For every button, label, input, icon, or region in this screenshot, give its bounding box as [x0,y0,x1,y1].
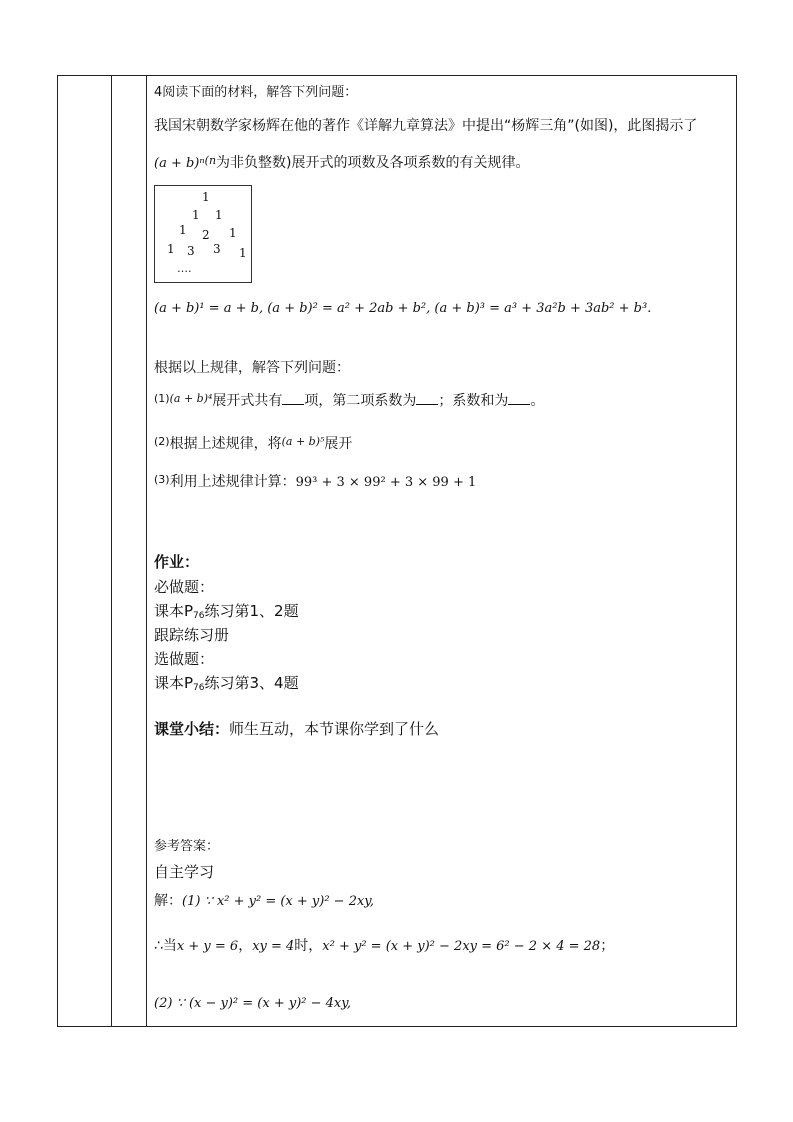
answer-blank[interactable] [508,392,530,405]
triangle-number: 1 [202,190,210,204]
summary-title: 课堂小结： [154,720,230,738]
question-1 [154,390,544,410]
solution-3: (2) ∵ (x − y)² = (x + y)² − 4xy, [154,996,351,1011]
page-number: 76 [193,611,205,621]
solution-2-expression-3: x² + y² = (x + y)² − 2xy = 6² − 2 × 4 = 28 [322,939,601,954]
triangle-number: 1 [179,223,187,237]
triangle-number: 1 [192,208,200,222]
solution-2-end: ； [600,938,615,954]
question-3-text: 利用上述规律计算： [169,474,296,490]
homework-optional-item [154,672,299,693]
yang-hui-triangle [154,185,252,283]
problem-prompt: 根据以上规律，解答下列问题： [154,360,350,376]
question-2-expression: (a + b)⁵ [281,435,325,448]
answer-blank[interactable] [282,392,304,405]
homework-text: 练习第1、2题 [204,602,299,620]
answers-title: 参考答案： [154,839,220,854]
triangle-number: 3 [213,242,221,256]
question-2-number: (2) [154,435,170,448]
question-2 [154,433,352,453]
triangle-number: 1 [229,226,237,240]
question-1-text-d: 。 [530,393,545,409]
problem-line-1: 我国宋朝数学家杨辉在他的著作《详解九章算法》中提出“杨辉三角”(如图)，此图揭示了 [154,118,698,134]
homework-text: 课本P [154,674,194,692]
homework-text: 课本P [154,602,194,620]
triangle-number: 3 [187,244,195,258]
homework-required-item-2: 跟踪练习册 [154,626,230,644]
homework-text: 练习第3、4题 [204,674,299,692]
question-1-expression: (a + b)⁴ [169,392,213,405]
triangle-number: 2 [202,228,210,242]
solution-2-expression-2: xy = 4 [252,939,295,954]
solution-2-text-b: 时， [294,938,323,954]
question-1-number: (1) [154,392,170,405]
solution-2-expression-1: x + y = 6 [176,939,239,954]
answers-section: 自主学习 [154,863,215,881]
n-variable: (n [204,154,217,167]
answer-blank[interactable] [416,392,438,405]
triangle-number: 1 [215,208,223,222]
homework-required-label: 必做题： [154,578,215,596]
content-cell [154,75,734,1027]
question-1-text-a: 展开式共有 [212,393,283,409]
summary-text: 师生互动，本节课你学到了什么 [229,720,440,738]
column-divider-1 [111,76,112,1026]
triangle-number: 1 [167,242,175,256]
question-1-text-c: ；系数和为 [438,393,509,409]
summary-line [154,718,439,739]
power-expression: (a + b)ⁿ [154,156,205,171]
page-number: 76 [193,683,205,693]
homework-optional-label: 选做题： [154,650,215,668]
column-divider-2 [146,76,147,1026]
question-3-expression: 99³ + 3 × 99² + 3 × 99 + 1 [295,475,477,490]
solution-1-expression: (1) ∵ x² + y² = (x + y)² − 2xy, [182,894,375,909]
homework-required-item [154,600,299,621]
question-1-text-b: 项，第二项系数为 [304,393,417,409]
question-3 [154,471,476,491]
problem-line-2 [154,152,530,172]
solution-label: 解： [154,893,182,909]
problem-intro: 4阅读下面的材料，解答下列问题： [154,85,358,100]
homework-title: 作业： [154,553,200,571]
question-2-text-b: 展开 [324,436,353,452]
question-3-number: (3) [154,473,170,486]
solution-2-text-a: ∴当 [154,938,177,954]
problem-line-2-text: 为非负整数)展开式的项数及各项系数的有关规律。 [216,155,530,171]
question-2-text-a: 根据上述规律，将 [169,436,282,452]
expansion-formulas: (a + b)¹ = a + b, (a + b)² = a² + 2ab + b², (a + b)³ = a³ + 3a²b + 3ab² + b³. [154,301,652,316]
solution-2 [154,935,614,955]
triangle-number: 1 [239,246,247,260]
solution-2-comma: ， [238,938,253,954]
triangle-dots: …. [177,262,192,275]
solution-1 [154,890,374,910]
